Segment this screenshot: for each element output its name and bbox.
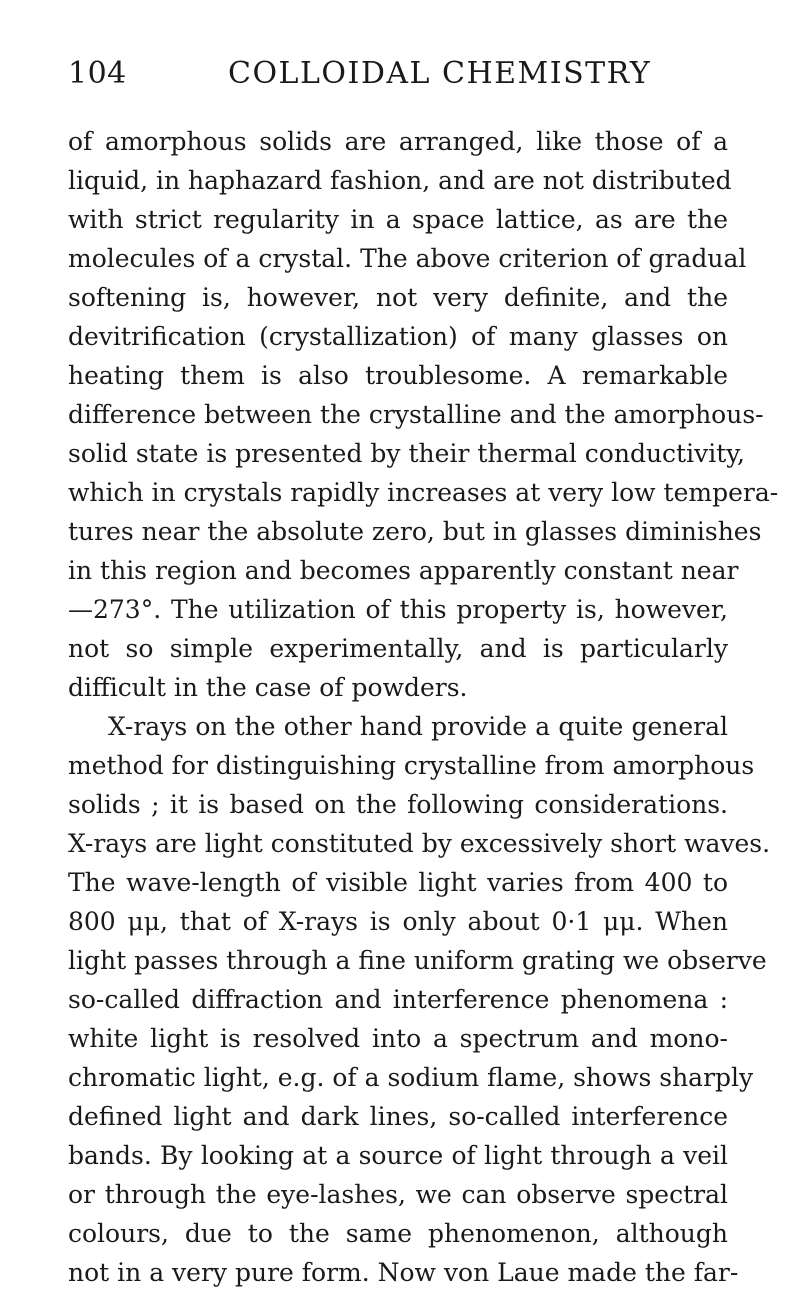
- text-line: —273°. The utilization of this property is, however,: [68, 595, 728, 624]
- text-line: defined light and dark lines, so-called interference: [68, 1102, 728, 1131]
- text-line: light passes through a fine uniform grating we observe: [68, 946, 767, 975]
- text-line: or through the eye-lashes, we can observe spectral: [68, 1180, 728, 1209]
- text-line: not so simple experimentally, and is particularly: [68, 634, 728, 663]
- text-line: softening is, however, not very definite, and the: [68, 283, 728, 312]
- text-line: colours, due to the same phenomenon, although: [68, 1219, 728, 1248]
- text-line: devitrification (crystallization) of many glasses on: [68, 322, 728, 351]
- text-line: white light is resolved into a spectrum and mono-: [68, 1024, 728, 1053]
- text-line: bands. By looking at a source of light through a veil: [68, 1141, 728, 1170]
- text-line: heating them is also troublesome. A remarkable: [68, 361, 728, 390]
- text-line: method for distinguishing crystalline from amorphous: [68, 751, 755, 780]
- text-line: not in a very pure form. Now von Laue made the far-: [68, 1258, 739, 1287]
- text-line: which in crystals rapidly increases at very low tempera-: [68, 478, 779, 507]
- text-line: The wave-length of visible light varies from 400 to: [68, 868, 728, 897]
- text-line: solids ; it is based on the following considerations.: [68, 790, 728, 819]
- text-line: difference between the crystalline and the amorphous-: [68, 400, 764, 429]
- body-text: [68, 122, 779, 1292]
- text-line: X-rays are light constituted by excessively short waves.: [68, 829, 771, 858]
- page-header: [68, 56, 720, 106]
- text-line: liquid, in haphazard fashion, and are not distributed: [68, 166, 732, 195]
- text-line: 800 μμ, that of X-rays is only about 0·1 μμ. When: [68, 907, 728, 936]
- text-line: X-rays on the other hand provide a quite general: [108, 712, 728, 741]
- running-head: COLLOIDAL CHEMISTRY: [228, 56, 652, 91]
- text-line: of amorphous solids are arranged, like those of a: [68, 127, 728, 156]
- text-line: so-called diffraction and interference phenomena :: [68, 985, 728, 1014]
- page-number: 104: [68, 56, 127, 91]
- text-line: with strict regularity in a space lattice, as are the: [68, 205, 728, 234]
- text-line: chromatic light, e.g. of a sodium flame, shows sharply: [68, 1063, 754, 1092]
- text-line: molecules of a crystal. The above criterion of gradual: [68, 244, 747, 273]
- text-line: solid state is presented by their thermal conductivity,: [68, 439, 746, 468]
- text-line: difficult in the case of powders.: [68, 673, 468, 702]
- text-line: in this region and becomes apparently constant near: [68, 556, 739, 585]
- text-line: tures near the absolute zero, but in glasses diminishes: [68, 517, 762, 546]
